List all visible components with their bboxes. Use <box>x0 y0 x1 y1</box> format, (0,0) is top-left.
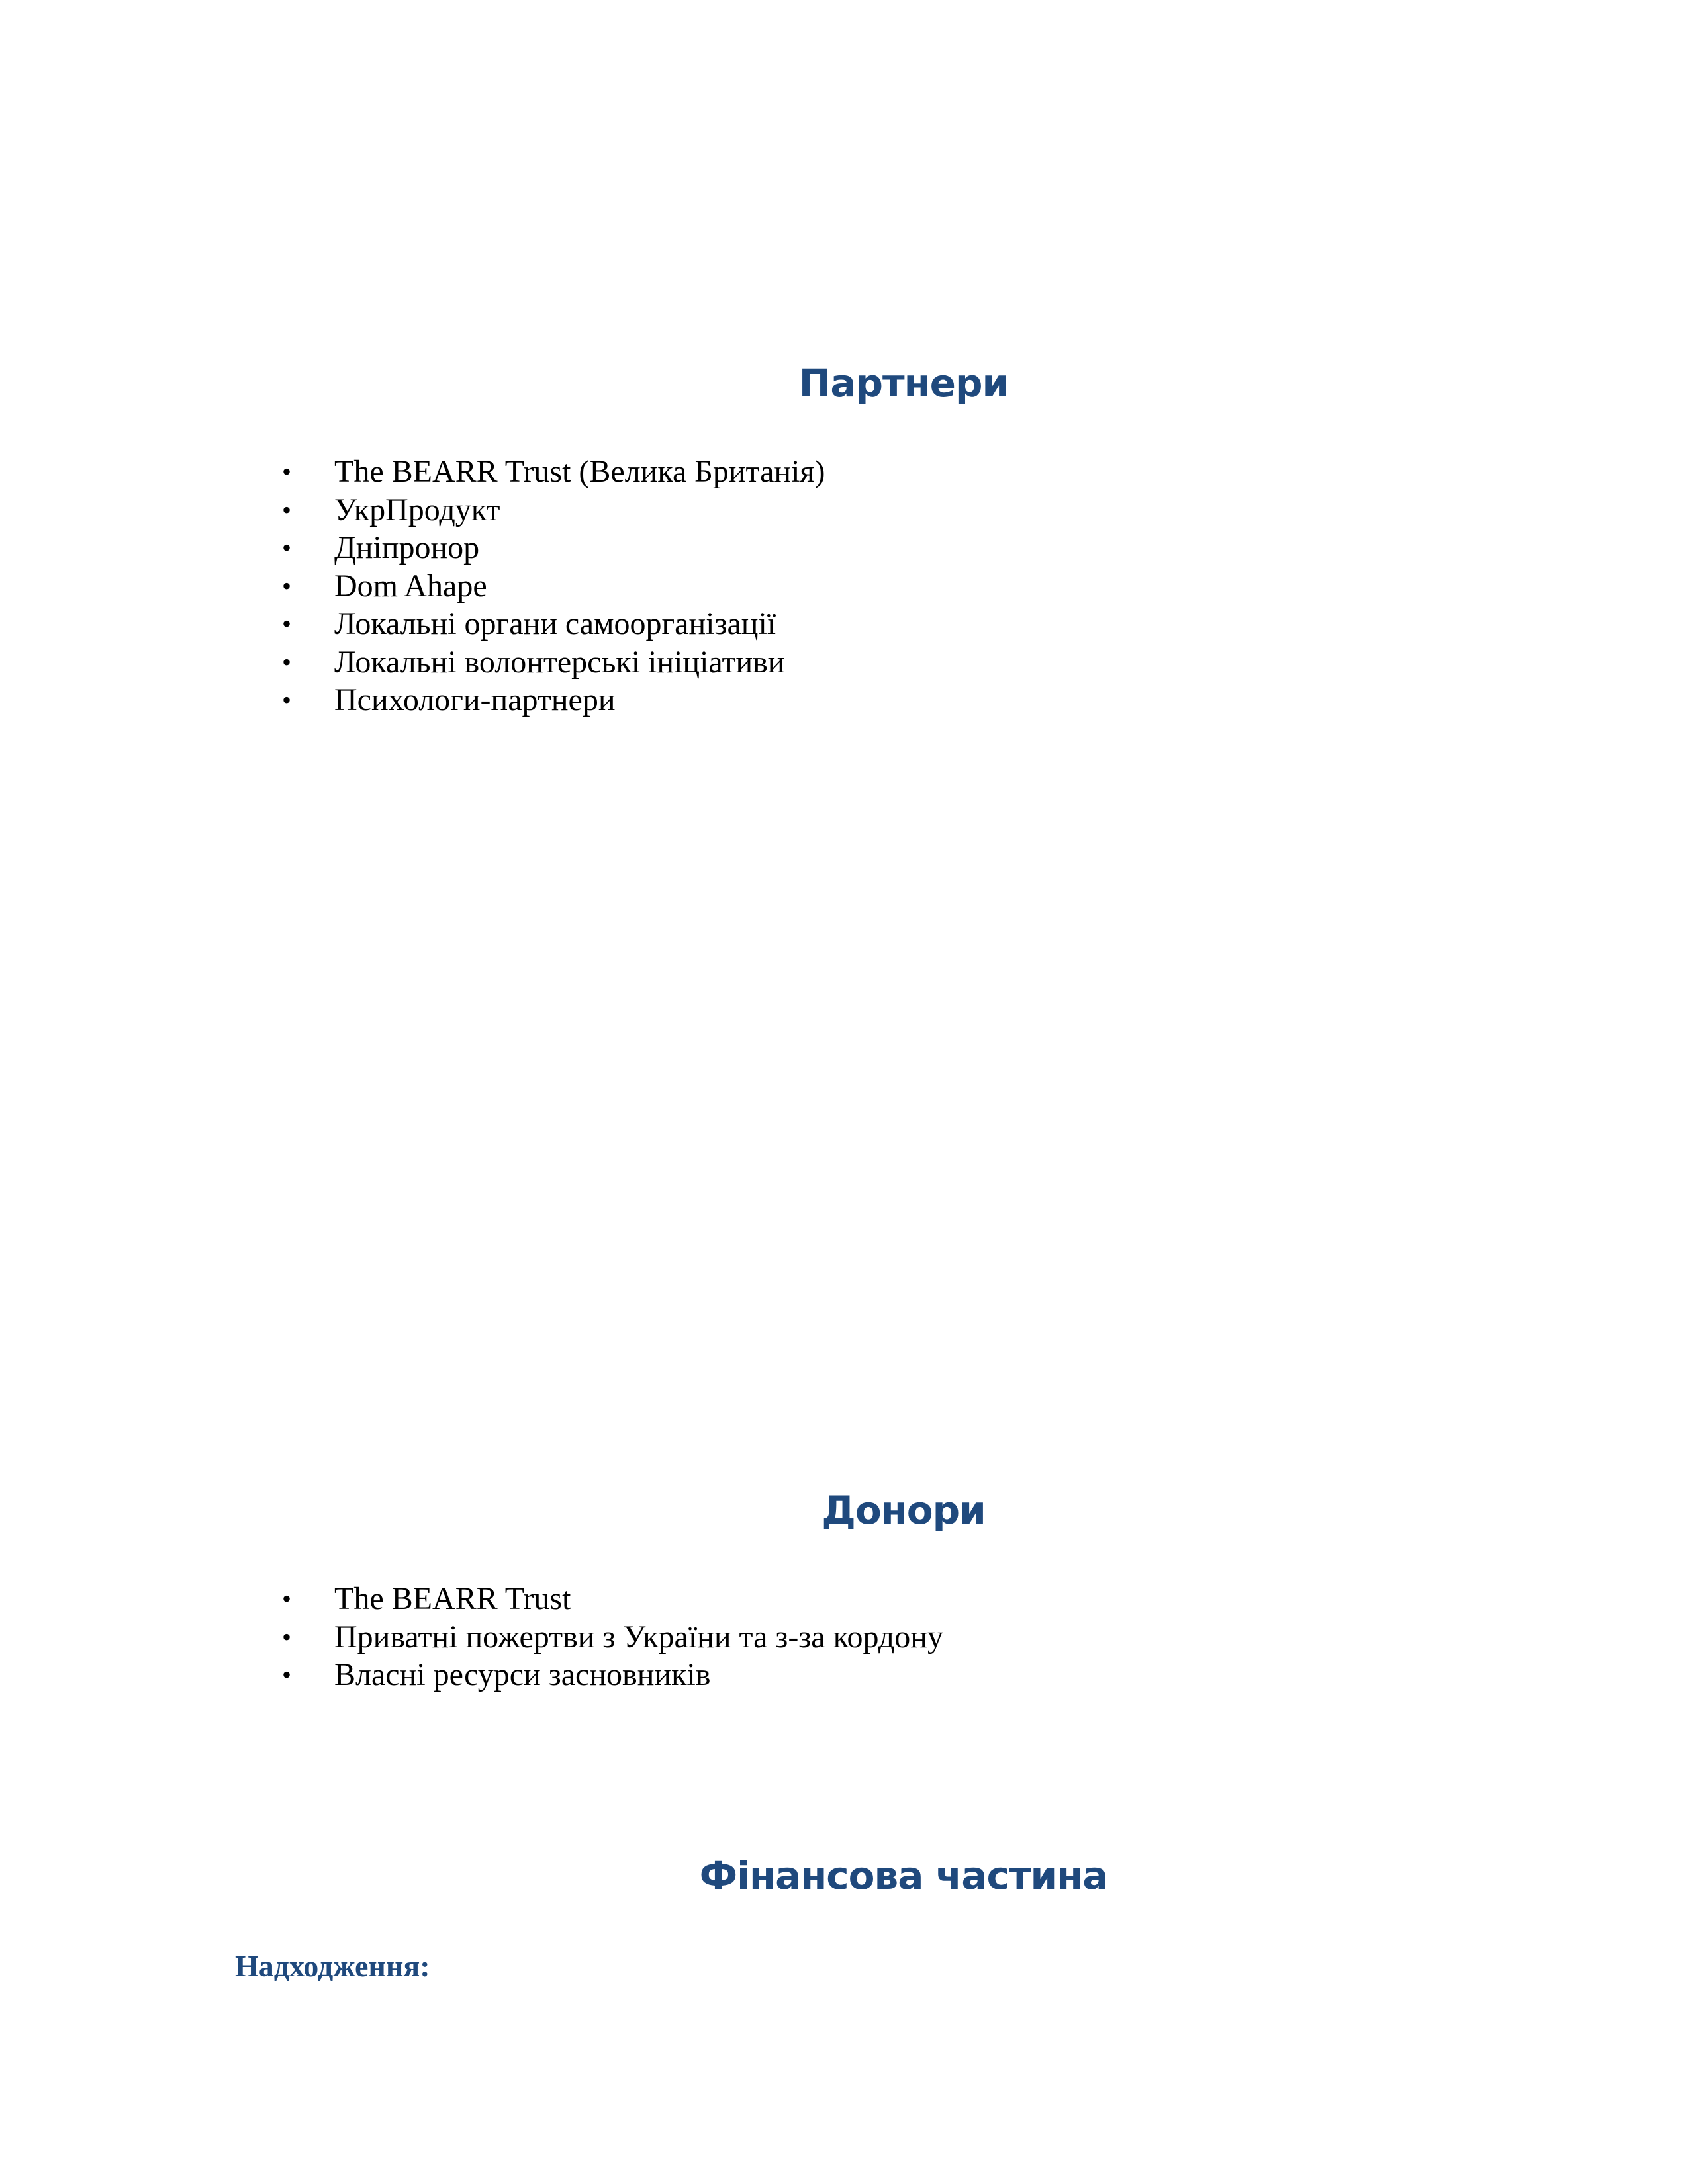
list-item-text: Приватні пожертви з України та з-за кордону <box>334 1619 943 1655</box>
partners-heading: Партнери <box>798 361 1009 406</box>
bullet-icon: • <box>282 457 292 486</box>
list-item <box>0 529 825 567</box>
bullet-icon: • <box>282 609 292 639</box>
partners-list <box>0 453 825 719</box>
list-item <box>0 491 825 529</box>
list-item-text: Власні ресурси засновників <box>334 1657 711 1692</box>
list-item <box>0 567 825 606</box>
list-item-text: Психологи-партнери <box>334 682 616 717</box>
bullet-icon: • <box>282 570 292 601</box>
income-subheading: Надходження: <box>235 1949 430 1983</box>
list-item <box>0 681 825 719</box>
list-item <box>0 453 825 491</box>
bullet-icon: • <box>282 685 292 715</box>
list-item <box>0 605 825 643</box>
list-item <box>0 643 825 682</box>
list-item-text: Дніпронор <box>334 530 480 565</box>
list-item-text: The BEARR Trust (Велика Британія) <box>334 454 825 489</box>
list-item <box>0 1618 943 1657</box>
bullet-icon: • <box>282 647 292 677</box>
list-item-text: УкрПродукт <box>334 492 500 527</box>
list-item-text: Локальні органи самоорганізації <box>334 606 776 641</box>
list-item-text: Dom Ahape <box>334 568 487 604</box>
bullet-icon: • <box>282 1621 292 1652</box>
list-item-text: Локальні волонтерські ініціативи <box>334 644 785 680</box>
bullet-icon: • <box>282 533 292 563</box>
list-item-text: The BEARR Trust <box>334 1581 571 1616</box>
finance-heading: Фінансова частина <box>699 1853 1108 1898</box>
bullet-icon: • <box>282 1584 292 1614</box>
donors-list <box>0 1580 943 1694</box>
bullet-icon: • <box>282 494 292 525</box>
list-item <box>0 1656 943 1694</box>
donors-heading: Донори <box>821 1488 986 1533</box>
list-item <box>0 1580 943 1618</box>
bullet-icon: • <box>282 1660 292 1690</box>
